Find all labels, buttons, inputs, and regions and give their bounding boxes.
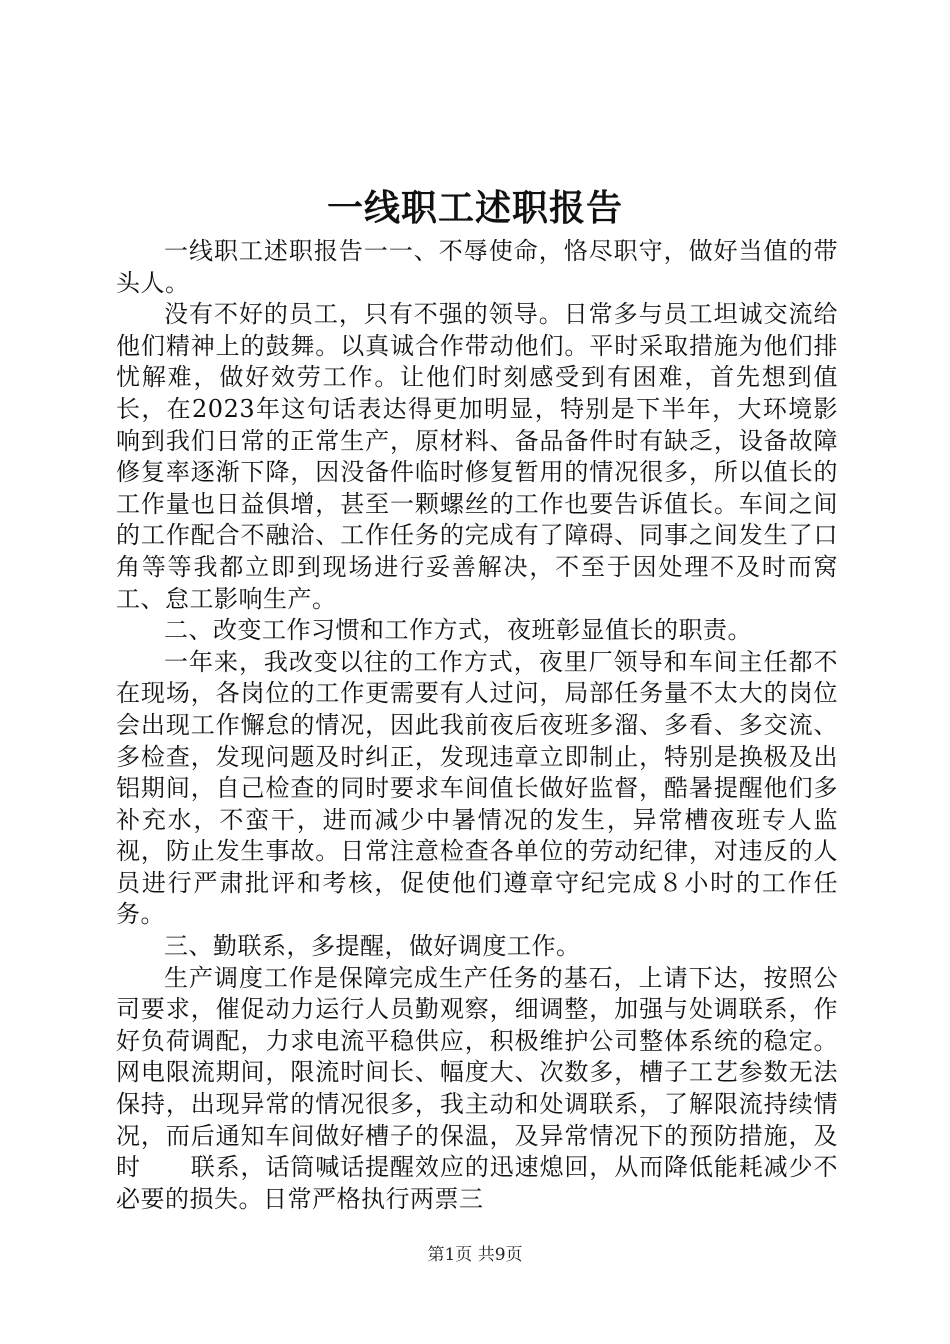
document-title: 一线职工述职报告 [326,187,623,229]
document-body [116,236,838,1215]
page-number-footer: 第1页 共9页 [427,1245,523,1265]
paragraph-heading: 二、改变工作习惯和工作方式，夜班彰显值长的职责。 [164,616,752,645]
paragraph: 一年来，我改变以往的工作方式，夜里厂领导和车间主任都不在现场，各岗位的工作更需要有人过问，局部任务量不太大的岗位会出现工作懈怠的情况，因此我前夜后夜班多溜、多看、多交流、多检查，发现问题及时纠正，发现违章立即制止，特别是换极及出铝期间，自己检查的同时要求车间值长做好监督，酷暑提醒他们多补充水，不蛮干，进而减少中暑情况的发生，异常槽夜班专人监视，防止发生事故。日常注意检查各单位的劳动纪律，对违反的人员进行严肃批评和考核，促使他们遵章守纪完成８小时的工作任务。 [116,647,838,929]
paragraph: 没有不好的员工，只有不强的领导。日常多与员工坦诚交流给他们精神上的鼓舞。以真诚合作带动他们。平时采取措施为他们排忧解难，做好效劳工作。让他们时刻感受到有困难，首先想到值长，在2023年这句话表达得更加明显，特别是下半年，大环境影响到我们日常的正常生产，原材料、备品备件时有缺乏，设备故障修复率逐渐下降，因没备件临时修复暂用的情况很多，所以值长的工作量也日益俱增，甚至一颗螺丝的工作也要告诉值长。车间之间的工作配合不融洽、工作任务的完成有了障碍、同事之间发生了口角等等我都立即到现场进行妥善解决，不至于因处理不及时而窝工、怠工影响生产。 [116,300,838,613]
paragraph: 一线职工述职报告一一、不辱使命，恪尽职守，做好当值的带头人。 [116,237,838,297]
paragraph: 生产调度工作是保障完成生产任务的基石，上请下达，按照公司要求，催促动力运行人员勤观察，细调整，加强与处调联系，作好负荷调配，力求电流平稳供应，积极维护公司整体系统的稳定。网电限流期间，限流时间长、幅度大、次数多，槽子工艺参数无法保持，出现异常的情况很多，我主动和处调联系，了解限流持续情况，而后通知车间做好槽子的保温，及异常情况下的预防措施，及时 联系，话筒喊话提醒效应的迅速熄回，从而降低能耗减少不必要的损失。日常严格执行两票三 [116,963,838,1213]
paragraph-heading: 三、勤联系，多提醒，做好调度工作。 [164,932,581,961]
